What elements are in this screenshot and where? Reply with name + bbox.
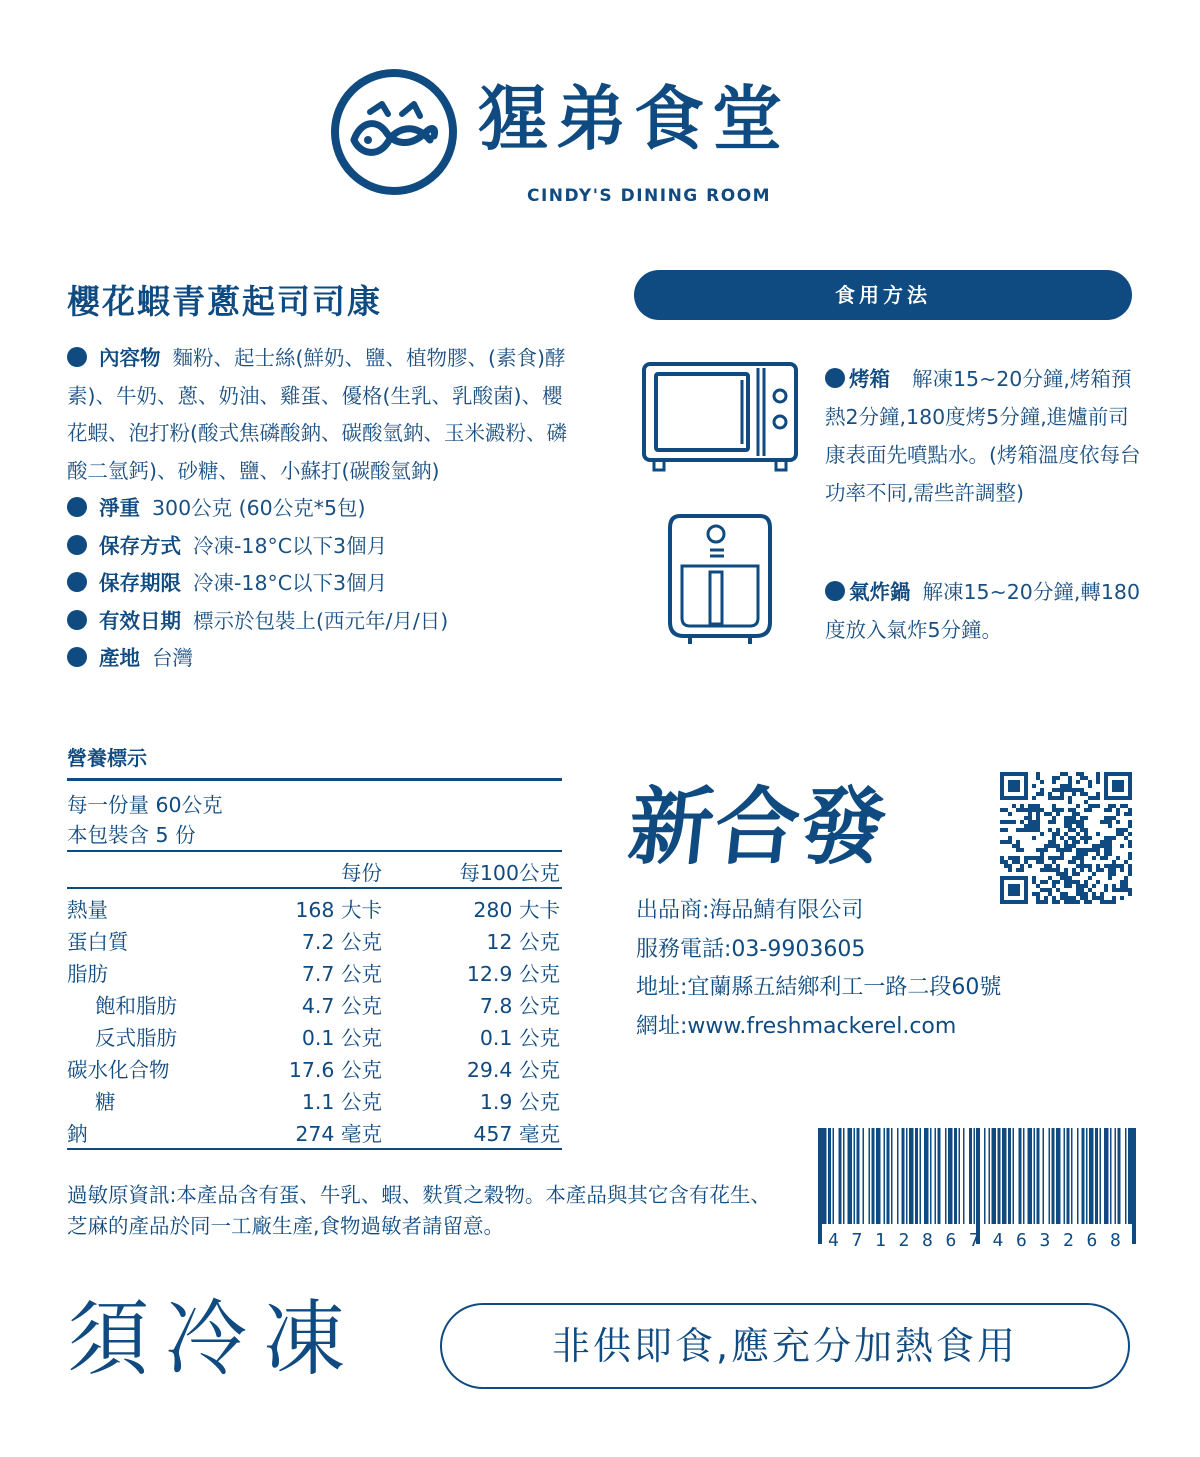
nutrient-name: 鈉 [67, 1122, 88, 1146]
per-100g-value: 7.8 公克 [479, 994, 560, 1018]
per-serving-value: 7.2 公克 [301, 930, 382, 954]
barcode-digit: 3 [1039, 1230, 1051, 1251]
info-value: 冷凍-18°C以下3個月 [193, 571, 388, 595]
nutrition-row [67, 989, 562, 1021]
cooking-notice: 非供即食,應充分加熱食用 [440, 1303, 1130, 1389]
bullet-icon [67, 535, 87, 555]
info-value: 台灣 [152, 646, 193, 670]
serving-size: 每一份量 60公克 [67, 793, 223, 817]
nutrition-row [67, 893, 562, 925]
product-info [67, 340, 567, 678]
nutrition-row [67, 1085, 562, 1117]
divider [67, 850, 562, 852]
nutrition-title: 營養標示 [67, 746, 147, 770]
per-100g-value: 280 大卡 [473, 898, 560, 922]
per-serving-value: 0.1 公克 [301, 1026, 382, 1050]
usage-air-fryer [825, 573, 1145, 649]
bullet-icon [67, 647, 87, 667]
info-shelf-life [67, 565, 567, 603]
nutrient-name: 蛋白質 [67, 930, 129, 954]
nutrition-row [67, 1053, 562, 1085]
nutrition-row [67, 925, 562, 957]
per-100g-value: 12 公克 [486, 930, 560, 954]
barcode-digit: 2 [898, 1230, 910, 1251]
barcode-digit: 6 [1016, 1230, 1027, 1251]
barcode-digit: 6 [1086, 1230, 1098, 1251]
fish-logo-icon [330, 68, 458, 196]
barcode-digit: 7 [851, 1230, 863, 1251]
usage-label: 烤箱 [849, 367, 890, 391]
info-ingredients [67, 340, 567, 490]
nutrient-name: 糖 [95, 1090, 116, 1114]
per-100g-value: 0.1 公克 [479, 1026, 560, 1050]
usage-label: 氣炸鍋 [849, 580, 911, 604]
per-serving-value: 274 毫克 [295, 1122, 382, 1146]
usage-instructions: 解凍15~20分鐘,烤箱預熱2分鐘,180度烤5分鐘,進爐前司康表面先噴點水。(烤箱溫度依每台功率不同,需些許調整) [825, 367, 1141, 505]
per-serving-value: 17.6 公克 [288, 1058, 382, 1082]
bullet-icon [67, 610, 87, 630]
calligraphy-brand: 新合發 [624, 777, 893, 876]
producer: 出品商:海品鯖有限公司 [636, 898, 864, 923]
servings-per-package: 本包裝含 5 份 [67, 823, 196, 847]
qr-code-icon[interactable] [1000, 772, 1132, 904]
info-value: 冷凍-18°C以下3個月 [193, 533, 388, 558]
product-title: 櫻花蝦青蔥起司司康 [67, 282, 382, 321]
nutrient-name: 飽和脂肪 [95, 994, 177, 1018]
barcode-digit: 7 [969, 1230, 980, 1251]
per-serving-value: 7.7 公克 [301, 962, 382, 986]
usage-instructions: 解凍15~20分鐘,轉180度放入氣炸5分鐘。 [825, 580, 1140, 642]
info-label: 保存期限 [99, 571, 181, 595]
info-label: 產地 [99, 646, 140, 670]
nutrition-row [67, 957, 562, 989]
nutrient-name: 脂肪 [67, 962, 108, 986]
keep-frozen-notice: 須冷凍 [67, 1292, 362, 1387]
info-label: 內容物 [99, 346, 161, 370]
barcode-digit: 4 [828, 1230, 839, 1251]
per-100g-value: 1.9 公克 [479, 1090, 560, 1114]
info-label: 有效日期 [99, 608, 181, 633]
per-100g-value: 12.9 公克 [466, 962, 560, 986]
brand-title: 猩弟食堂 [478, 78, 790, 160]
barcode-digit: 8 [1110, 1230, 1121, 1251]
usage-banner: 食用方法 [634, 270, 1132, 320]
divider [67, 778, 562, 781]
column-header-per-100g: 每100公克 [459, 861, 560, 885]
column-header-per-serving: 每份 [341, 861, 382, 885]
address: 地址:宜蘭縣五結鄉利工一路二段60號 [636, 975, 1002, 1000]
bullet-icon [67, 347, 87, 367]
nutrient-name: 碳水化合物 [67, 1058, 170, 1082]
allergen-info: 過敏原資訊:本產品含有蛋、牛乳、蝦、麩質之穀物。本產品與其它含有花生、芝麻的產品於同一工廠生產,食物過敏者請留意。 [67, 1183, 771, 1238]
website: 網址:www.freshmackerel.com [636, 1014, 957, 1039]
oven-icon [640, 360, 800, 475]
usage-oven [825, 360, 1145, 512]
bullet-icon [67, 497, 87, 517]
info-origin [67, 640, 567, 678]
barcode-digit: 6 [945, 1230, 957, 1251]
nutrition-row [67, 1117, 562, 1149]
barcode-icon [818, 1128, 1136, 1252]
service-phone: 服務電話:03-9903605 [636, 937, 866, 962]
nutrient-name: 反式脂肪 [95, 1026, 177, 1050]
info-value: 300公克 (60公克*5包) [152, 496, 366, 520]
barcode-digit: 1 [875, 1230, 886, 1251]
info-label: 淨重 [99, 496, 140, 520]
divider [67, 1148, 562, 1150]
bullet-icon [67, 572, 87, 592]
barcode-digit: 4 [992, 1230, 1004, 1251]
per-100g-value: 29.4 公克 [466, 1058, 560, 1082]
brand-subtitle: CINDY'S DINING ROOM [527, 186, 772, 206]
info-value: 麵粉、起士絲(鮮奶、鹽、植物膠、(素食)酵素)、牛奶、蔥、奶油、雞蛋、優格(生乳、乳酸菌)、櫻花蝦、泡打粉(酸式焦磷酸鈉、碳酸氫鈉、玉米澱粉、磷酸二氫鈣)、砂糖、鹽、小蘇打(碳酸氫鈉) [67, 346, 567, 483]
bullet-icon [825, 581, 845, 601]
per-serving-value: 168 大卡 [295, 898, 382, 922]
nutrition-row [67, 1021, 562, 1053]
per-serving-value: 1.1 公克 [301, 1090, 382, 1114]
info-storage-method [67, 528, 567, 566]
barcode-digit: 8 [922, 1230, 933, 1251]
bullet-icon [825, 368, 845, 388]
info-label: 保存方式 [99, 533, 181, 558]
per-serving-value: 4.7 公克 [301, 994, 382, 1018]
barcode-digit: 2 [1063, 1230, 1074, 1251]
per-100g-value: 457 毫克 [473, 1122, 560, 1146]
info-expiry [67, 603, 567, 641]
info-net-weight [67, 490, 567, 528]
air-fryer-icon [666, 510, 774, 650]
nutrient-name: 熱量 [67, 898, 108, 922]
divider [67, 887, 562, 889]
info-value: 標示於包裝上(西元年/月/日) [193, 608, 449, 633]
